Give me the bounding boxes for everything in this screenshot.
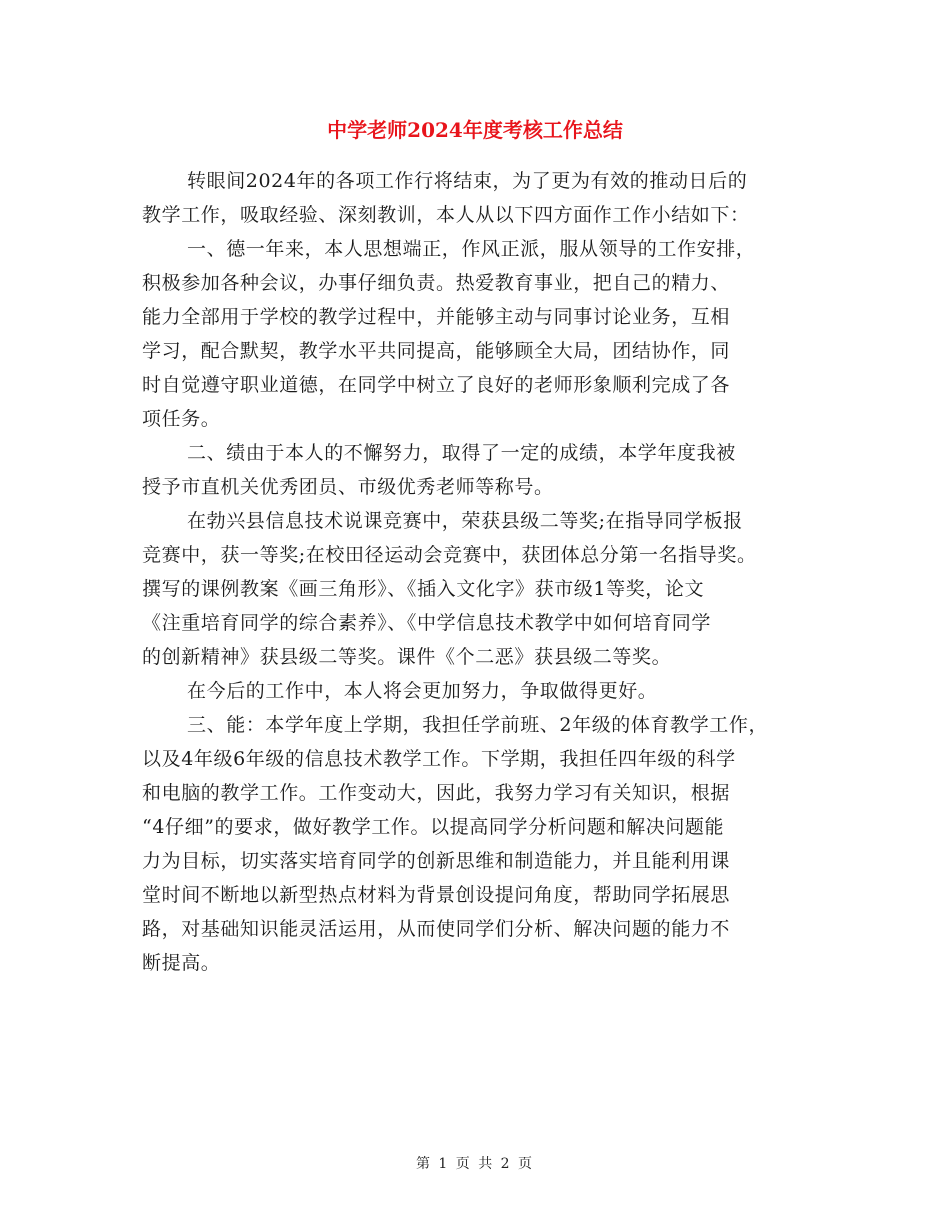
page-number-footer: 第 1 页 共 2 页 bbox=[415, 1156, 535, 1172]
paragraph-line: 和电脑的教学工作。工作变动大，因此，我努力学习有关知识，根据 bbox=[142, 782, 731, 804]
document-title: 中学老师2024年度考核工作总结 bbox=[327, 118, 623, 142]
paragraph-line: 在今后的工作中，本人将会更加努力，争取做得更好。 bbox=[187, 680, 658, 702]
paragraph-line: “4仔细”的要求，做好教学工作。以提高同学分析问题和解决问题能 bbox=[142, 816, 725, 838]
paragraph-line: 断提高。 bbox=[142, 952, 221, 974]
paragraph-line: 授予市直机关优秀团员、市级优秀老师等称号。 bbox=[142, 476, 554, 498]
paragraph-line: 积极参加各种会议，办事仔细负责。热爱教育事业，把自己的精力、 bbox=[142, 272, 731, 294]
paragraph-line: 以及4年级6年级的信息技术教学工作。下学期，我担任四年级的科学 bbox=[142, 748, 736, 770]
paragraph-line: 在勃兴县信息技术说课竞赛中，荣获县级二等奖;在指导同学板报 bbox=[187, 510, 743, 532]
paragraph-line: 的创新精神》获县级二等奖。课件《个二恶》获县级二等奖。 bbox=[142, 646, 672, 668]
paragraph-line: 路，对基础知识能灵活运用，从而使同学们分析、解决问题的能力不 bbox=[142, 918, 731, 940]
paragraph-line: 二、绩由于本人的不懈努力，取得了一定的成绩，本学年度我被 bbox=[187, 442, 736, 464]
paragraph-line: 力为目标，切实落实培育同学的创新思维和制造能力，并且能利用课 bbox=[142, 850, 731, 872]
paragraph-line: 时自觉遵守职业道德，在同学中树立了良好的老师形象顺利完成了各 bbox=[142, 374, 731, 396]
document-body bbox=[142, 164, 822, 980]
paragraph-line: 项任务。 bbox=[142, 408, 221, 430]
paragraph-line: 三、能：本学年度上学期，我担任学前班、2年级的体育教学工作， bbox=[187, 714, 769, 736]
paragraph-line: 转眼间2024年的各项工作行将结束，为了更为有效的推动日后的 bbox=[187, 170, 748, 192]
paragraph-line: 学习，配合默契，教学水平共同提高，能够顾全大局，团结协作，同 bbox=[142, 340, 731, 362]
paragraph-line: 教学工作，吸取经验、深刻教训，本人从以下四方面作工作小结如下： bbox=[142, 204, 750, 226]
paragraph-line: 撰写的课例教案《画三角形》、《插入文化字》获市级1等奖，论文 bbox=[142, 578, 705, 600]
paragraph-line: 能力全部用于学校的教学过程中，并能够主动与同事讨论业务，互相 bbox=[142, 306, 731, 328]
paragraph-line: 一、德一年来，本人思想端正，作风正派，服从领导的工作安排， bbox=[187, 238, 756, 260]
paragraph-line: 竞赛中，获一等奖;在校田径运动会竞赛中，获团体总分第一名指导奖。 bbox=[142, 544, 757, 566]
paragraph-line: 《注重培育同学的综合素养》、《中学信息技术教学中如何培育同学 bbox=[142, 612, 712, 634]
paragraph-line: 堂时间不断地以新型热点材料为背景创设提问角度，帮助同学拓展思 bbox=[142, 884, 731, 906]
